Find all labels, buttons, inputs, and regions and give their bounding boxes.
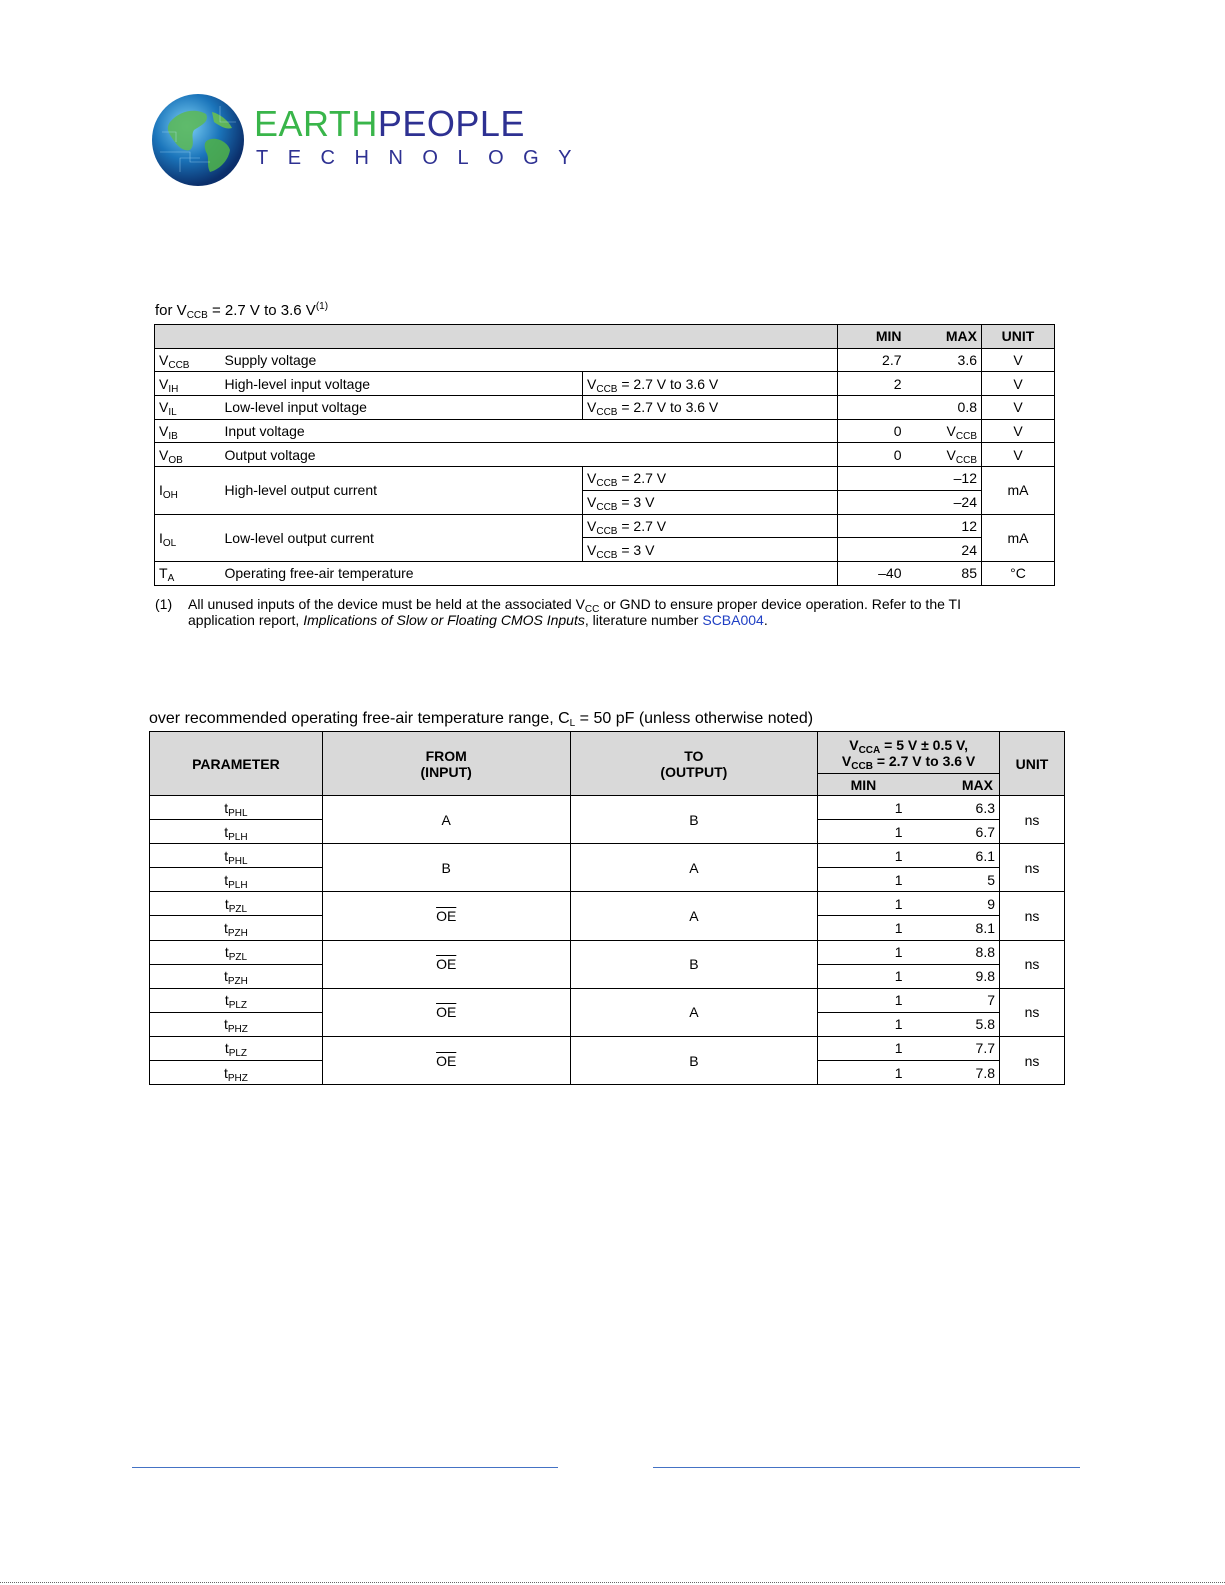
max-value: 8.8	[909, 940, 1000, 964]
condition: $V_{CCB} = 2.7$ V	[583, 514, 838, 538]
table-row	[155, 443, 1055, 467]
brand-earth: EARTH	[254, 103, 378, 144]
description: High-level output current	[221, 467, 583, 514]
condition: $V_{CCB} = 3$ V	[583, 490, 838, 514]
parameter: $t_{PZL}$	[150, 940, 323, 964]
table-row	[150, 796, 1065, 820]
parameter: $t_{PHZ}$	[150, 1061, 323, 1085]
description: Operating free-air temperature	[221, 561, 838, 585]
table-row	[155, 396, 1055, 420]
min-value: 1	[818, 940, 909, 964]
header-from: FROM (INPUT)	[322, 732, 570, 796]
max-value: 6.3	[909, 796, 1000, 820]
header-parameter: PARAMETER	[150, 732, 323, 796]
max-value: $V_{CCB}$	[910, 443, 982, 467]
table-row	[155, 561, 1055, 585]
max-value: 9.8	[909, 964, 1000, 988]
description: Output voltage	[221, 443, 838, 467]
min-value: 1	[818, 1036, 909, 1060]
footer-rule-left	[132, 1467, 558, 1468]
unit: ns	[1000, 988, 1065, 1036]
table-row	[155, 348, 1055, 372]
parameter: $t_{PZH}$	[150, 916, 323, 940]
footnote-ref: (1)	[315, 301, 329, 312]
min-value: 1	[818, 964, 909, 988]
from-input: $\overline{OE}$	[322, 988, 570, 1036]
brand-people: PEOPLE	[377, 103, 525, 144]
header-unit: UNIT	[1000, 732, 1065, 796]
caption-sub: CCB	[186, 310, 208, 321]
unit: V	[982, 419, 1055, 443]
max-value: 9	[909, 892, 1000, 916]
min-value: 0	[838, 419, 910, 443]
description: Input voltage	[221, 419, 838, 443]
footer-rule-right	[653, 1467, 1080, 1468]
table-header-row	[155, 325, 1055, 349]
company-logo	[150, 92, 592, 192]
globe-icon	[150, 92, 246, 188]
max-value: 6.1	[909, 844, 1000, 868]
min-value: 1	[818, 844, 909, 868]
page-bottom-border	[0, 1582, 1225, 1583]
brand-name	[254, 103, 525, 144]
switching-characteristics-table	[149, 731, 1065, 1085]
unit: ns	[1000, 1036, 1065, 1084]
condition: $V_{CCB} = 2.7$ V to 3.6 V	[583, 372, 838, 396]
min-value: 2	[838, 372, 910, 396]
unit: mA	[982, 514, 1055, 561]
header-blank	[155, 325, 838, 349]
condition: $V_{CCB} = 2.7$ V to 3.6 V	[583, 396, 838, 420]
table-row	[155, 514, 1055, 538]
header-max: MAX	[909, 774, 1000, 796]
max-value: 5	[909, 868, 1000, 892]
max-value: 6.7	[909, 820, 1000, 844]
parameter: $t_{PLH}$	[150, 868, 323, 892]
parameter: $t_{PZL}$	[150, 892, 323, 916]
description: Low-level input voltage	[221, 396, 583, 420]
min-value: 1	[818, 868, 909, 892]
header-min: MIN	[818, 774, 909, 796]
min-value: 1	[818, 1012, 909, 1036]
symbol: $V_{IB}$	[155, 419, 221, 443]
min-value	[838, 538, 910, 562]
max-value: 24	[910, 538, 982, 562]
description: Low-level output current	[221, 514, 583, 561]
caption-text: = 2.7 V to 3.6 V	[207, 302, 316, 319]
max-value: 0.8	[910, 396, 982, 420]
footnote	[155, 596, 995, 628]
min-value: 2.7	[838, 348, 910, 372]
min-value	[838, 396, 910, 420]
min-value: 0	[838, 443, 910, 467]
table-row	[150, 940, 1065, 964]
recommended-operating-conditions-table	[154, 324, 1055, 586]
footnote-italic: Implications of Slow or Floating CMOS Inputs	[303, 612, 585, 628]
header-min: MIN	[838, 325, 910, 349]
max-value: 7	[909, 988, 1000, 1012]
table-row	[155, 467, 1055, 491]
min-value: 1	[818, 916, 909, 940]
brand-technology: TECHNOLOGY	[256, 147, 592, 169]
max-value: 12	[910, 514, 982, 538]
max-value: 7.7	[909, 1036, 1000, 1060]
from-input: $\overline{OE}$	[322, 940, 570, 988]
literature-link[interactable]: SCBA004	[702, 612, 764, 628]
symbol: $T_A$	[155, 561, 221, 585]
parameter: $t_{PLZ}$	[150, 988, 323, 1012]
max-value	[910, 372, 982, 396]
header-max: MAX	[910, 325, 982, 349]
max-value: 85	[910, 561, 982, 585]
from-input: A	[322, 796, 570, 844]
parameter: $t_{PHL}$	[150, 844, 323, 868]
from-input: $\overline{OE}$	[322, 1036, 570, 1084]
from-input: $\overline{OE}$	[322, 892, 570, 940]
parameter: $t_{PLH}$	[150, 820, 323, 844]
table-row	[155, 372, 1055, 396]
table-header-row	[150, 732, 1065, 774]
unit: ns	[1000, 796, 1065, 844]
to-output: B	[570, 1036, 818, 1084]
symbol: $I_{OH}$	[155, 467, 221, 514]
parameter: $t_{PZH}$	[150, 964, 323, 988]
condition: $V_{CCB} = 2.7$ V	[583, 467, 838, 491]
to-output: A	[570, 988, 818, 1036]
min-value	[838, 514, 910, 538]
table-row	[155, 419, 1055, 443]
description: High-level input voltage	[221, 372, 583, 396]
unit: mA	[982, 467, 1055, 514]
to-output: A	[570, 844, 818, 892]
min-value	[838, 490, 910, 514]
max-value: –24	[910, 490, 982, 514]
parameter: $t_{PHZ}$	[150, 1012, 323, 1036]
symbol: $V_{CCB}$	[155, 348, 221, 372]
header-conditions: $V_{CCA} = 5$ V ± 0.5 V, $V_{CCB} = 2.7$ V to 3.6 V	[818, 732, 1000, 774]
max-value: 8.1	[909, 916, 1000, 940]
min-value: 1	[818, 988, 909, 1012]
to-output: B	[570, 796, 818, 844]
header-unit: UNIT	[982, 325, 1055, 349]
max-value: 7.8	[909, 1061, 1000, 1085]
max-value: 3.6	[910, 348, 982, 372]
footnote-text: All unused inputs of the device must be held at the associated $V_{CC}$ or GND to ensure proper device operation. Refer to the TI application report, Implications of Slow or Floating CMOS Inputs, literature number SCBA004.	[188, 596, 961, 628]
footnote-mark: (1)	[155, 596, 173, 612]
parameter: $t_{PHL}$	[150, 796, 323, 820]
min-value	[838, 467, 910, 491]
unit: °C	[982, 561, 1055, 585]
table1-caption	[155, 302, 328, 319]
unit: ns	[1000, 940, 1065, 988]
min-value: 1	[818, 1061, 909, 1085]
min-value: 1	[818, 796, 909, 820]
header-to: TO (OUTPUT)	[570, 732, 818, 796]
to-output: B	[570, 940, 818, 988]
min-value: 1	[818, 892, 909, 916]
table-row	[150, 1036, 1065, 1060]
unit: ns	[1000, 844, 1065, 892]
unit: V	[982, 443, 1055, 467]
table-row	[150, 892, 1065, 916]
min-value: 1	[818, 820, 909, 844]
table2-caption: over recommended operating free-air temperature range, $C_L = 50$ pF (unless otherwise noted)	[149, 710, 814, 729]
unit: V	[982, 396, 1055, 420]
unit: ns	[1000, 892, 1065, 940]
min-value: –40	[838, 561, 910, 585]
symbol: $I_{OL}$	[155, 514, 221, 561]
from-input: B	[322, 844, 570, 892]
max-value: $V_{CCB}$	[910, 419, 982, 443]
unit: V	[982, 348, 1055, 372]
condition: $V_{CCB} = 3$ V	[583, 538, 838, 562]
to-output: A	[570, 892, 818, 940]
parameter: $t_{PLZ}$	[150, 1036, 323, 1060]
symbol: $V_{IL}$	[155, 396, 221, 420]
symbol: $V_{IH}$	[155, 372, 221, 396]
unit: V	[982, 372, 1055, 396]
max-value: –12	[910, 467, 982, 491]
table-row	[150, 844, 1065, 868]
table-row	[150, 988, 1065, 1012]
symbol: $V_{OB}$	[155, 443, 221, 467]
caption-text: for V	[155, 302, 187, 319]
max-value: 5.8	[909, 1012, 1000, 1036]
description: Supply voltage	[221, 348, 838, 372]
